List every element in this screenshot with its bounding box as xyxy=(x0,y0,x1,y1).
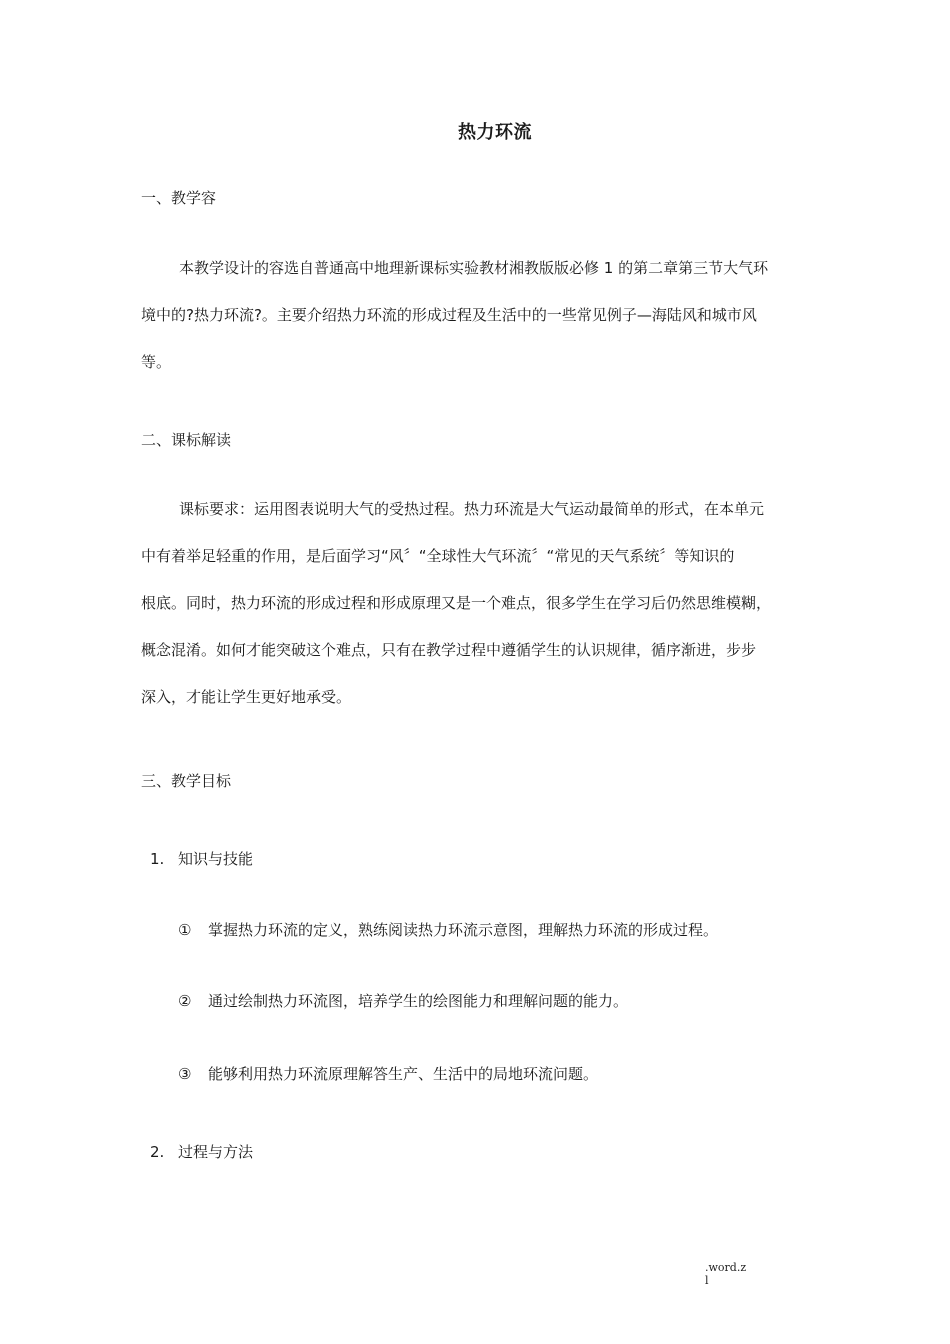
paragraph-line: 中有着举足轻重的作用，是后面学习“风〞“全球性大气环流〞“常见的天气系统〞等知识的 xyxy=(141,547,735,565)
subsection-number: 2. xyxy=(150,1143,165,1161)
section-paragraph-teaching-content xyxy=(141,245,847,386)
subsection-number: 1. xyxy=(150,850,165,868)
paragraph-line: 等。 xyxy=(141,353,172,371)
subsection-title: 过程与方法 xyxy=(178,1143,254,1161)
item-text: 通过绘制热力环流图，培养学生的绘图能力和理解问题的能力。 xyxy=(208,992,629,1010)
section-heading-objectives: 三、教学目标 xyxy=(141,772,232,790)
paragraph-line: 概念混淆。如何才能突破这个难点，只有在教学过程中遵循学生的认识规律，循序渐进，步步 xyxy=(141,641,757,659)
document-title: 热力环流 xyxy=(458,122,532,143)
item-marker: ② xyxy=(178,992,192,1010)
objective-item xyxy=(178,1063,598,1084)
paragraph-line: 深入，才能让学生更好地承受。 xyxy=(141,688,352,706)
paragraph-line: 本教学设计的容选自普通高中地理新课标实验教材湘教版版必修 1 的第二章第三节大气环 xyxy=(179,259,769,277)
section-heading-teaching-content: 一、教学容 xyxy=(141,189,217,207)
objective-item xyxy=(178,990,628,1011)
footer-line: l xyxy=(705,1274,709,1287)
item-marker: ① xyxy=(178,921,192,939)
subsection-knowledge-skills xyxy=(150,848,253,869)
item-marker: ③ xyxy=(178,1065,192,1083)
page-footer xyxy=(705,1261,746,1287)
paragraph-line: 境中的?热力环流?。主要介绍热力环流的形成过程及生活中的一些常见例子—海陆风和城市风 xyxy=(141,306,757,324)
paragraph-line: 课标要求：运用图表说明大气的受热过程。热力环流是大气运动最简单的形式，在本单元 xyxy=(179,500,765,518)
item-text: 掌握热力环流的定义，熟练阅读热力环流示意图，理解热力环流的形成过程。 xyxy=(208,921,719,939)
section-paragraph-curriculum xyxy=(141,486,847,721)
objective-item xyxy=(178,919,718,940)
footer-line: .word.z xyxy=(705,1261,747,1274)
item-text: 能够利用热力环流原理解答生产、生活中的局地环流问题。 xyxy=(208,1065,599,1083)
section-heading-curriculum: 二、课标解读 xyxy=(141,431,232,449)
paragraph-line: 根底。同时，热力环流的形成过程和形成原理又是一个难点，很多学生在学习后仍然思维模糊， xyxy=(141,594,772,612)
subsection-title: 知识与技能 xyxy=(178,850,254,868)
subsection-process-methods xyxy=(150,1141,253,1162)
